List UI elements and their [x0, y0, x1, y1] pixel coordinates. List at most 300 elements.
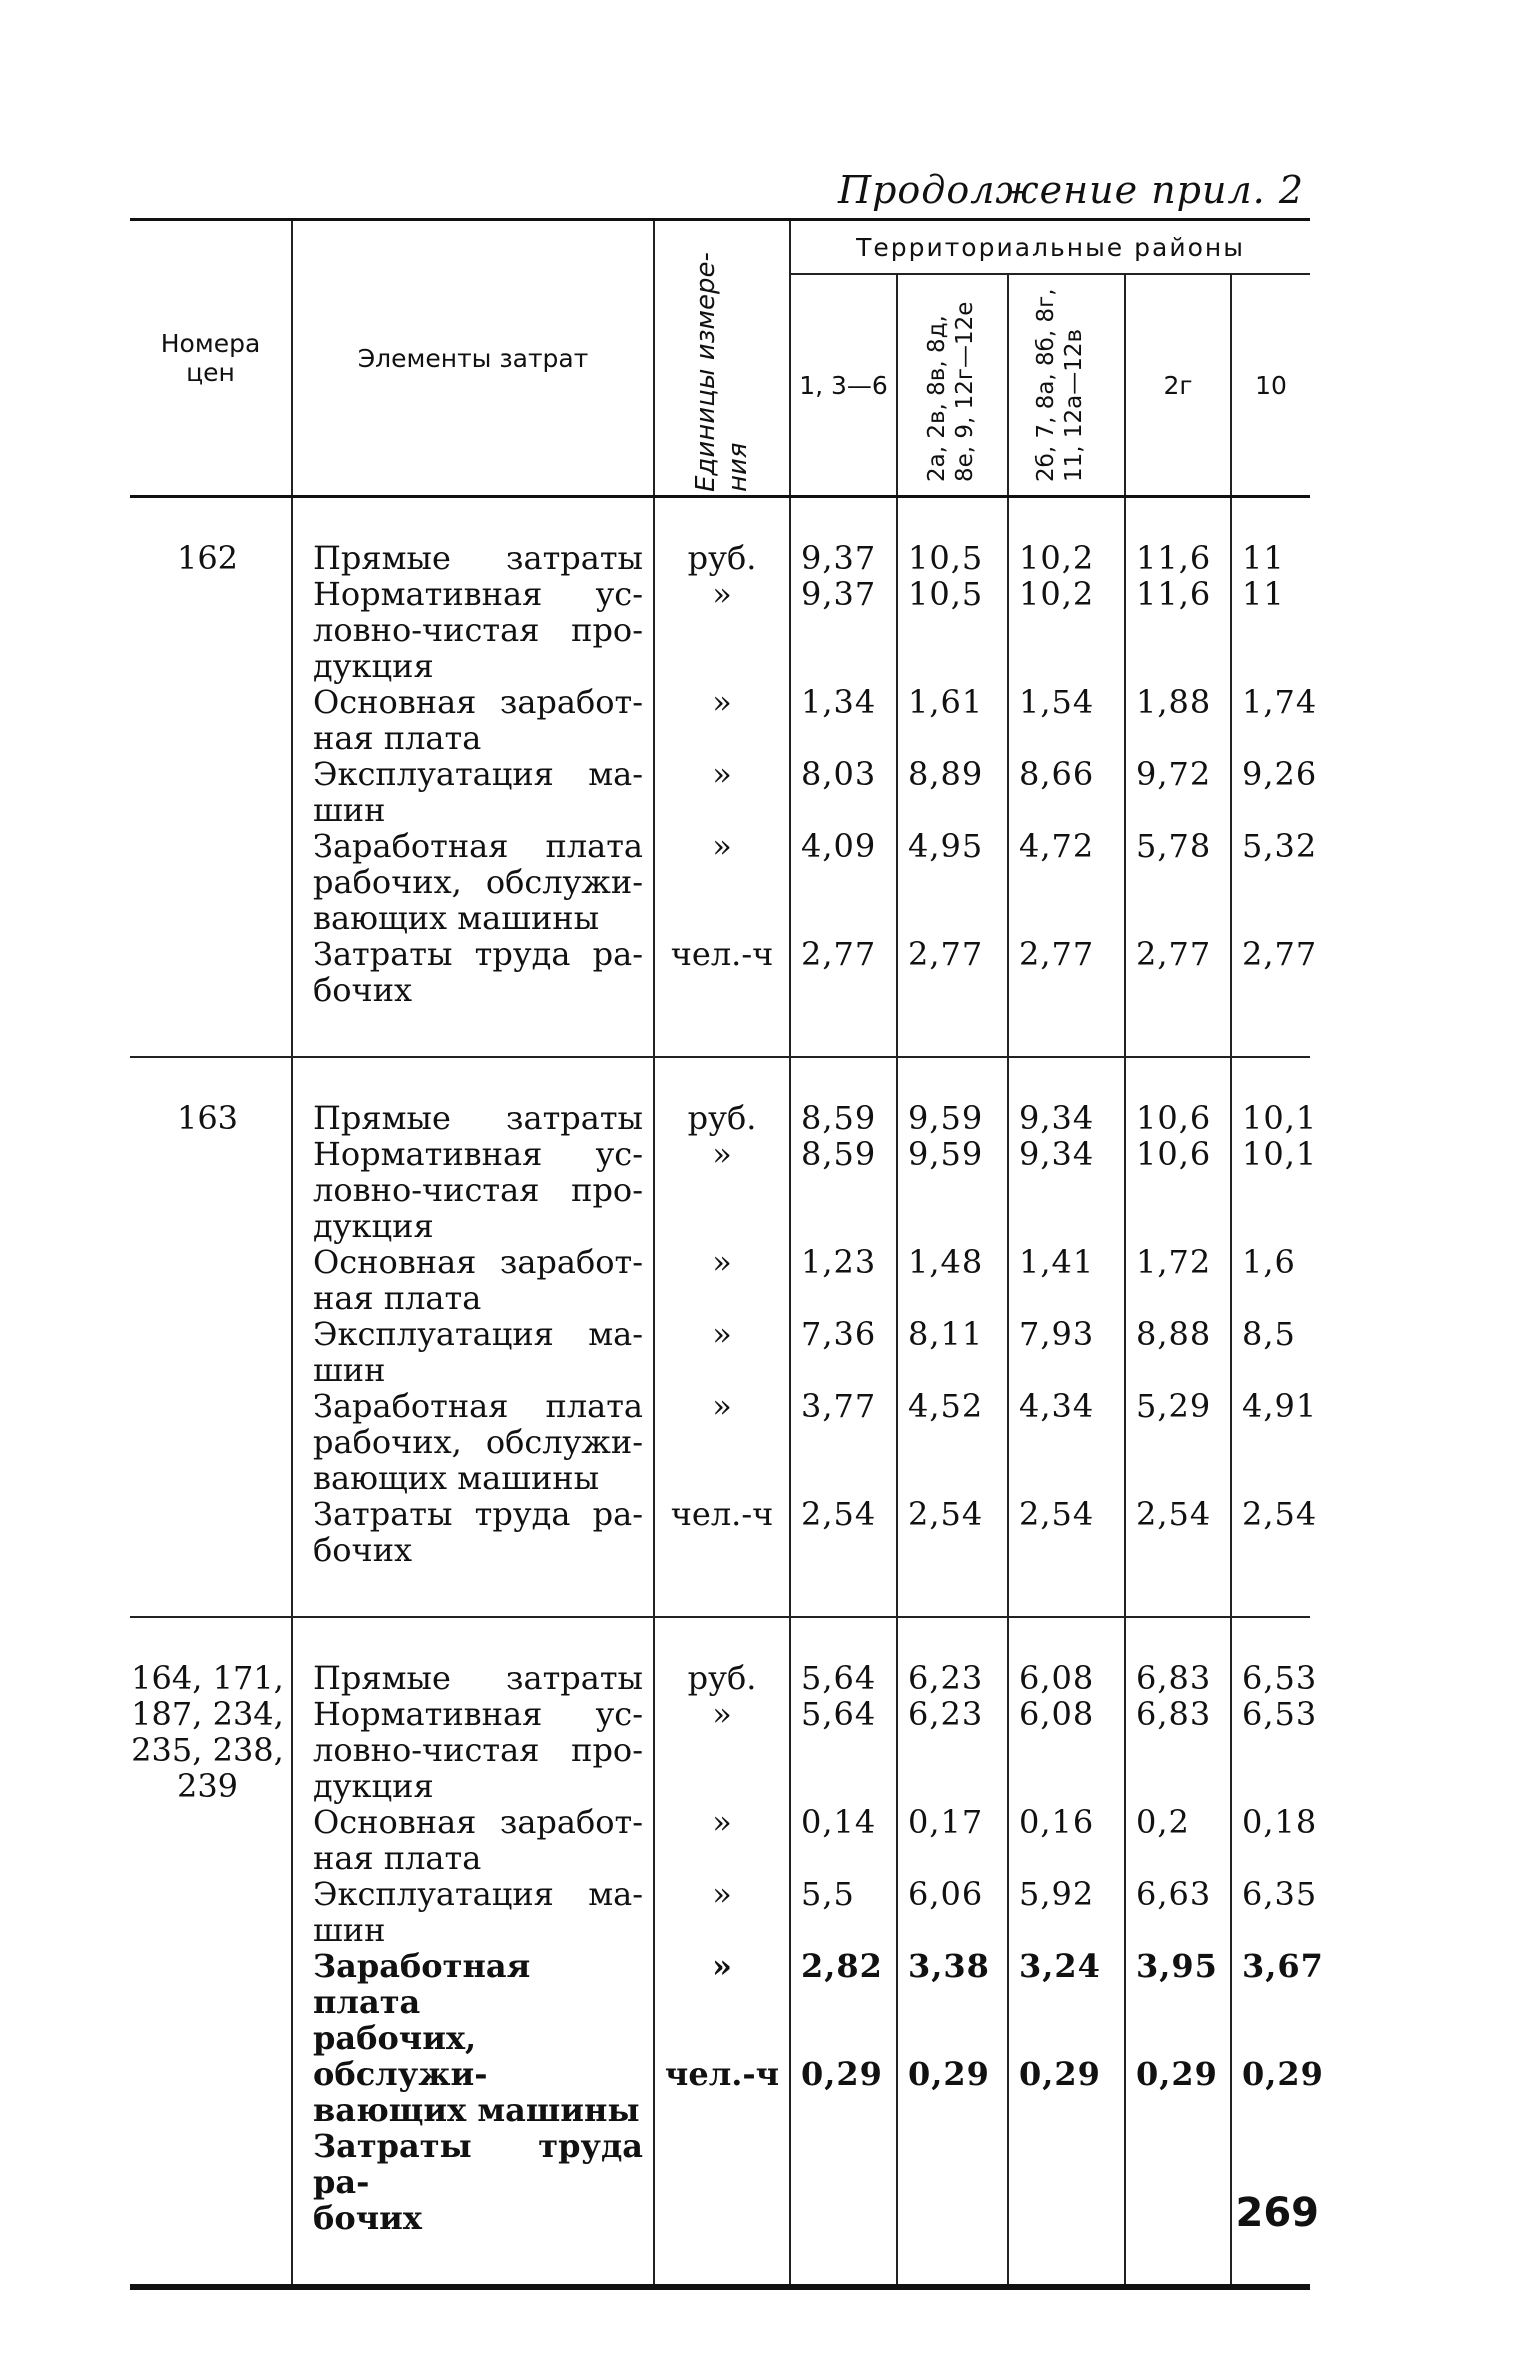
- header-price-numbers: Номера цен: [160, 329, 261, 387]
- cost-element-line: Эксплуатация ма-: [313, 755, 643, 793]
- region-value: [1242, 2020, 1310, 2056]
- region-value: 1,74: [1242, 683, 1318, 721]
- header-region-3-text: 2б, 7, 8а, 8б, 8г, 11, 12а—12в: [1032, 288, 1087, 482]
- region-value: [908, 1732, 1007, 1768]
- unit-value: [655, 1840, 789, 1876]
- region-value: [1242, 1460, 1310, 1496]
- region-value: 4,91: [1242, 1387, 1318, 1425]
- region-2-cell: [897, 1057, 1008, 1617]
- region-value: [1136, 1208, 1230, 1244]
- region-value: 1,6: [1242, 1243, 1296, 1281]
- region-value: 9,34: [1019, 1135, 1095, 1173]
- header-region-3: [1008, 274, 1125, 497]
- unit-value: »: [712, 755, 732, 793]
- region-value: [908, 648, 1007, 684]
- region-value: [908, 1984, 1007, 2020]
- region-value: 2,77: [1019, 935, 1095, 973]
- unit-value: [655, 648, 789, 684]
- region-2-cell: [897, 497, 1008, 1058]
- region-value: [801, 1172, 896, 1208]
- region-value: 2,54: [1242, 1495, 1318, 1533]
- unit-value: [655, 1460, 789, 1496]
- cost-element-line: ловно-чистая про-: [313, 611, 643, 649]
- cost-element-line: бочих: [313, 971, 413, 1009]
- region-value: [1019, 1768, 1124, 1804]
- region-value: [1242, 1172, 1310, 1208]
- region-value: [801, 792, 896, 828]
- region-value: 11,6: [1136, 575, 1212, 613]
- region-5-cell: [1231, 1617, 1324, 2287]
- unit-value: [655, 2020, 789, 2056]
- region-value: 2,77: [1242, 935, 1318, 973]
- region-value: 11: [1242, 575, 1285, 613]
- region-value: [1019, 612, 1124, 648]
- region-value: 6,83: [1136, 1659, 1212, 1697]
- region-value: 10,5: [908, 539, 984, 577]
- units-cell: [654, 1057, 790, 1617]
- region-value: [908, 864, 1007, 900]
- region-1-cell: [790, 1617, 897, 2287]
- cost-element: [313, 1388, 643, 1496]
- region-value: [908, 612, 1007, 648]
- table-row: [130, 497, 1310, 1058]
- region-value: 1,54: [1019, 683, 1095, 721]
- region-value: [1242, 900, 1310, 936]
- unit-value: [655, 1732, 789, 1768]
- unit-value: [655, 792, 789, 828]
- region-value: [801, 2020, 896, 2056]
- header-elements: Элементы затрат: [292, 220, 654, 497]
- region-value: 2,54: [801, 1495, 877, 1533]
- region-value: 5,78: [1136, 827, 1212, 865]
- region-value: 8,66: [1019, 755, 1095, 793]
- unit-value: [655, 612, 789, 648]
- cost-element-line: шин: [313, 1911, 386, 1949]
- region-value: 6,35: [1242, 1875, 1318, 1913]
- region-value: 0,29: [801, 2055, 883, 2093]
- region-value: 2,77: [801, 935, 877, 973]
- region-value: 0,29: [1019, 2055, 1101, 2093]
- region-value: [908, 2020, 1007, 2056]
- unit-value: »: [712, 1695, 732, 1733]
- region-value: [801, 1352, 896, 1388]
- unit-value: чел.-ч: [670, 1495, 774, 1533]
- region-value: 10,2: [1019, 575, 1095, 613]
- unit-value: »: [712, 1135, 732, 1173]
- region-value: 0,29: [908, 2055, 990, 2093]
- region-value: 1,23: [801, 1243, 877, 1281]
- region-value: 0,2: [1136, 1803, 1190, 1841]
- price-numbers-cell: [130, 1057, 292, 1617]
- cost-element-line: ная плата: [313, 1839, 482, 1877]
- region-value: [908, 1912, 1007, 1948]
- cost-element: [313, 540, 643, 576]
- unit-value: »: [712, 1947, 732, 1985]
- cost-element-line: Заработная плата: [313, 1947, 531, 2021]
- region-value: [1136, 864, 1230, 900]
- region-value: 8,59: [801, 1099, 877, 1137]
- region-value: 0,16: [1019, 1803, 1095, 1841]
- region-value: [801, 1208, 896, 1244]
- region-value: 10,2: [1019, 539, 1095, 577]
- region-value: 9,26: [1242, 755, 1318, 793]
- cost-element: [313, 828, 643, 936]
- region-value: 6,63: [1136, 1875, 1212, 1913]
- header-territorial-regions: Территориальные районы: [790, 220, 1310, 275]
- unit-value: »: [712, 1387, 732, 1425]
- unit-value: [655, 1984, 789, 2020]
- unit-value: [655, 1352, 789, 1388]
- cost-element-line: дукция: [313, 647, 434, 685]
- unit-value: [655, 720, 789, 756]
- region-value: 11,6: [1136, 539, 1212, 577]
- region-2-cell: [897, 1617, 1008, 2287]
- region-value: 8,11: [908, 1315, 984, 1353]
- unit-value: »: [712, 1875, 732, 1913]
- cost-element-line: Прямые затраты: [313, 1099, 643, 1137]
- region-value: [1019, 792, 1124, 828]
- price-numbers-cell: [130, 1617, 292, 2287]
- region-value: [1136, 648, 1230, 684]
- table-row: [130, 1617, 1310, 2287]
- units-cell: [654, 1617, 790, 2287]
- region-value: [1019, 1912, 1124, 1948]
- cost-element: [313, 756, 643, 828]
- region-value: 4,95: [908, 827, 984, 865]
- cost-element: [313, 936, 643, 1008]
- unit-value: чел.-ч: [670, 935, 774, 973]
- region-value: [1019, 1460, 1124, 1496]
- cost-element-line: Нормативная ус-: [313, 1135, 643, 1173]
- price-number-line: 239: [176, 1767, 239, 1805]
- table-block: [130, 497, 1318, 1058]
- region-value: 3,67: [1242, 1947, 1324, 1985]
- header-units: [654, 220, 790, 497]
- region-value: [1019, 1172, 1124, 1208]
- region-value: [1242, 648, 1310, 684]
- cost-element: [313, 576, 643, 684]
- region-value: [1136, 1172, 1230, 1208]
- region-value: 10,5: [908, 575, 984, 613]
- region-value: 10,6: [1136, 1099, 1212, 1137]
- region-value: [801, 1424, 896, 1460]
- region-value: [908, 1768, 1007, 1804]
- region-value: 5,92: [1019, 1875, 1095, 1913]
- cost-element-line: ная плата: [313, 719, 482, 757]
- cost-element-line: рабочих, обслужи-: [313, 2019, 488, 2093]
- region-value: 8,89: [908, 755, 984, 793]
- region-value: 6,53: [1242, 1695, 1318, 1733]
- region-value: 1,34: [801, 683, 877, 721]
- region-value: [1242, 792, 1310, 828]
- region-4-cell: [1125, 1617, 1231, 2287]
- region-value: 6,08: [1019, 1659, 1095, 1697]
- unit-value: »: [712, 1315, 732, 1353]
- region-value: [1242, 1912, 1310, 1948]
- cost-element-line: ловно-чистая про-: [313, 1171, 643, 1209]
- unit-value: »: [712, 1243, 732, 1281]
- region-value: 10,6: [1136, 1135, 1212, 1173]
- region-value: 6,23: [908, 1695, 984, 1733]
- cost-element-line: дукция: [313, 1767, 434, 1805]
- cost-element-line: Основная заработ-: [313, 683, 643, 721]
- unit-value: »: [712, 683, 732, 721]
- region-value: 8,03: [801, 755, 877, 793]
- cost-element-line: Основная заработ-: [313, 1243, 643, 1281]
- unit-value: »: [712, 1803, 732, 1841]
- price-number-line: 235, 238,: [131, 1731, 284, 1769]
- cost-element-line: Затраты труда ра-: [313, 935, 643, 973]
- unit-value: [655, 1424, 789, 1460]
- region-value: 0,14: [801, 1803, 877, 1841]
- cost-element-line: рабочих, обслужи-: [313, 863, 643, 901]
- unit-value: [655, 1172, 789, 1208]
- region-value: 2,82: [801, 1947, 883, 1985]
- region-4-cell: [1125, 1057, 1231, 1617]
- region-value: [1242, 612, 1310, 648]
- unit-value: [655, 1208, 789, 1244]
- cost-element: [313, 1948, 643, 2128]
- region-value: [801, 648, 896, 684]
- region-value: [801, 1732, 896, 1768]
- region-value: 3,77: [801, 1387, 877, 1425]
- cost-element-line: дукция: [313, 1207, 434, 1245]
- cost-element: [313, 1660, 643, 1696]
- price-number-line: 187, 234,: [131, 1695, 284, 1733]
- cost-element-line: Эксплуатация ма-: [313, 1875, 643, 1913]
- region-value: 6,53: [1242, 1659, 1318, 1697]
- region-value: [1242, 1280, 1310, 1316]
- region-value: [908, 1352, 1007, 1388]
- region-value: 0,29: [1242, 2055, 1324, 2093]
- unit-value: [655, 1280, 789, 1316]
- cost-element: [313, 1244, 643, 1316]
- cost-element-line: вающих машины: [313, 2091, 640, 2129]
- region-value: 2,77: [1136, 935, 1212, 973]
- region-value: [1242, 1208, 1310, 1244]
- region-value: 9,72: [1136, 755, 1212, 793]
- region-value: [1019, 1352, 1124, 1388]
- cost-element: [313, 1100, 643, 1136]
- region-value: [1019, 900, 1124, 936]
- continuation-caption: Продолжение прил. 2: [837, 168, 1304, 212]
- region-value: [801, 720, 896, 756]
- unit-value: [655, 1912, 789, 1948]
- region-value: 0,18: [1242, 1803, 1318, 1841]
- region-value: 3,24: [1019, 1947, 1101, 1985]
- region-value: 11: [1242, 539, 1285, 577]
- region-3-cell: [1008, 1617, 1125, 2287]
- page-number: 269: [1235, 2190, 1319, 2236]
- region-value: 8,5: [1242, 1315, 1296, 1353]
- cost-element-line: ная плата: [313, 1279, 482, 1317]
- region-value: [1019, 864, 1124, 900]
- region-value: 0,29: [1136, 2055, 1218, 2093]
- region-value: 7,36: [801, 1315, 877, 1353]
- region-value: [801, 612, 896, 648]
- region-value: [1019, 1984, 1124, 2020]
- region-value: 10,1: [1242, 1135, 1318, 1173]
- cost-element: [313, 684, 643, 756]
- unit-value: [655, 900, 789, 936]
- region-value: [908, 1460, 1007, 1496]
- unit-value: чел.-ч: [664, 2055, 780, 2093]
- region-value: 2,54: [1136, 1495, 1212, 1533]
- elements-cell: [292, 1057, 654, 1617]
- region-value: 2,77: [908, 935, 984, 973]
- cost-element-line: Заработная плата: [313, 1387, 643, 1425]
- cost-element-line: Основная заработ-: [313, 1803, 643, 1841]
- region-value: [801, 864, 896, 900]
- region-value: 0,17: [908, 1803, 984, 1841]
- cost-element-line: шин: [313, 791, 386, 829]
- region-value: [1242, 1352, 1310, 1388]
- header-region-5: 10: [1231, 274, 1310, 497]
- cost-element-line: бочих: [313, 2199, 422, 2237]
- region-value: [801, 1460, 896, 1496]
- region-value: [1019, 1840, 1124, 1876]
- region-value: [1136, 900, 1230, 936]
- region-value: [801, 1912, 896, 1948]
- region-value: 4,09: [801, 827, 877, 865]
- table-header: [130, 220, 1310, 497]
- cost-table: [130, 218, 1324, 2290]
- cost-element: [313, 1136, 643, 1244]
- cost-element-line: рабочих, обслужи-: [313, 1423, 643, 1461]
- region-value: [1136, 1352, 1230, 1388]
- cost-element-line: Заработная плата: [313, 827, 643, 865]
- region-value: [1242, 1768, 1310, 1804]
- cost-element: [313, 1876, 643, 1948]
- header-region-1: 1, 3—6: [790, 274, 897, 497]
- region-value: 4,34: [1019, 1387, 1095, 1425]
- header-region-4: 2г: [1125, 274, 1231, 497]
- cost-element-line: Нормативная ус-: [313, 1695, 643, 1733]
- region-value: 9,34: [1019, 1099, 1095, 1137]
- region-value: 10,1: [1242, 1099, 1318, 1137]
- cost-element: [313, 1804, 643, 1876]
- region-value: [1136, 1840, 1230, 1876]
- region-value: [1136, 1732, 1230, 1768]
- region-value: 2,54: [1019, 1495, 1095, 1533]
- region-5-cell: [1231, 497, 1318, 1058]
- region-value: 6,83: [1136, 1695, 1212, 1733]
- unit-value: руб.: [687, 1099, 757, 1137]
- region-value: [1019, 1424, 1124, 1460]
- region-value: [908, 1208, 1007, 1244]
- region-value: [1136, 1912, 1230, 1948]
- cost-element-line: шин: [313, 1351, 386, 1389]
- region-value: 4,72: [1019, 827, 1095, 865]
- table-block: [130, 1617, 1324, 2287]
- region-value: 5,32: [1242, 827, 1318, 865]
- cost-element-line: бочих: [313, 1531, 413, 1569]
- region-value: [1019, 1280, 1124, 1316]
- price-numbers-cell: [130, 497, 292, 1058]
- region-1-cell: [790, 497, 897, 1058]
- region-value: [801, 1840, 896, 1876]
- region-value: [1136, 1280, 1230, 1316]
- region-value: [908, 1280, 1007, 1316]
- region-value: 1,61: [908, 683, 984, 721]
- region-value: [1136, 1768, 1230, 1804]
- cost-element-line: ловно-чистая про-: [313, 1731, 643, 1769]
- region-value: [1242, 1732, 1310, 1768]
- region-3-cell: [1008, 1057, 1125, 1617]
- unit-value: руб.: [687, 1659, 757, 1697]
- cost-element-line: Нормативная ус-: [313, 575, 643, 613]
- region-value: 7,93: [1019, 1315, 1095, 1353]
- region-value: 3,38: [908, 1947, 990, 1985]
- region-value: 9,37: [801, 539, 877, 577]
- region-value: [1019, 720, 1124, 756]
- region-value: 5,64: [801, 1695, 877, 1733]
- cost-element-line: Затраты труда ра-: [313, 1495, 643, 1533]
- header-units-text: Единицы измере-ния: [691, 252, 753, 492]
- elements-cell: [292, 1617, 654, 2287]
- region-value: 6,06: [908, 1875, 984, 1913]
- region-value: [908, 1172, 1007, 1208]
- region-value: [1136, 1424, 1230, 1460]
- unit-value: [655, 864, 789, 900]
- cost-element-line: Затраты труда ра-: [313, 2127, 643, 2201]
- region-1-cell: [790, 1057, 897, 1617]
- region-value: [1019, 1208, 1124, 1244]
- region-value: [1136, 1984, 1230, 2020]
- region-value: [1242, 864, 1310, 900]
- region-value: 5,64: [801, 1659, 877, 1697]
- region-value: 2,54: [908, 1495, 984, 1533]
- region-value: [908, 792, 1007, 828]
- region-value: 8,59: [801, 1135, 877, 1173]
- region-value: [1136, 1460, 1230, 1496]
- region-4-cell: [1125, 497, 1231, 1058]
- region-value: 1,88: [1136, 683, 1212, 721]
- cost-element-line: Прямые затраты: [313, 539, 643, 577]
- region-value: [1136, 612, 1230, 648]
- region-value: [801, 1280, 896, 1316]
- region-value: [1136, 720, 1230, 756]
- cost-element-line: Прямые затраты: [313, 1659, 643, 1697]
- region-value: 9,37: [801, 575, 877, 613]
- region-value: [1136, 2020, 1230, 2056]
- region-value: [1242, 1840, 1310, 1876]
- header-region-2-text: 2а, 2в, 8в, 8д, 8е, 9, 12г—12е: [923, 301, 978, 482]
- region-value: 1,72: [1136, 1243, 1212, 1281]
- cost-element: [313, 1316, 643, 1388]
- units-cell: [654, 497, 790, 1058]
- region-value: [1242, 1424, 1310, 1460]
- cost-element: [313, 1496, 643, 1568]
- region-value: [1019, 648, 1124, 684]
- unit-value: »: [712, 575, 732, 613]
- region-value: 9,59: [908, 1135, 984, 1173]
- region-value: [801, 1984, 896, 2020]
- region-value: [801, 1768, 896, 1804]
- region-value: 9,59: [908, 1099, 984, 1137]
- cost-element-line: вающих машины: [313, 899, 600, 937]
- region-value: 6,23: [908, 1659, 984, 1697]
- region-value: [1019, 2020, 1124, 2056]
- elements-cell: [292, 497, 654, 1058]
- region-value: [801, 900, 896, 936]
- region-value: [908, 720, 1007, 756]
- price-number: 162: [176, 539, 239, 577]
- region-value: [1019, 1732, 1124, 1768]
- region-value: [908, 900, 1007, 936]
- region-value: [1136, 792, 1230, 828]
- region-value: 5,5: [801, 1875, 855, 1913]
